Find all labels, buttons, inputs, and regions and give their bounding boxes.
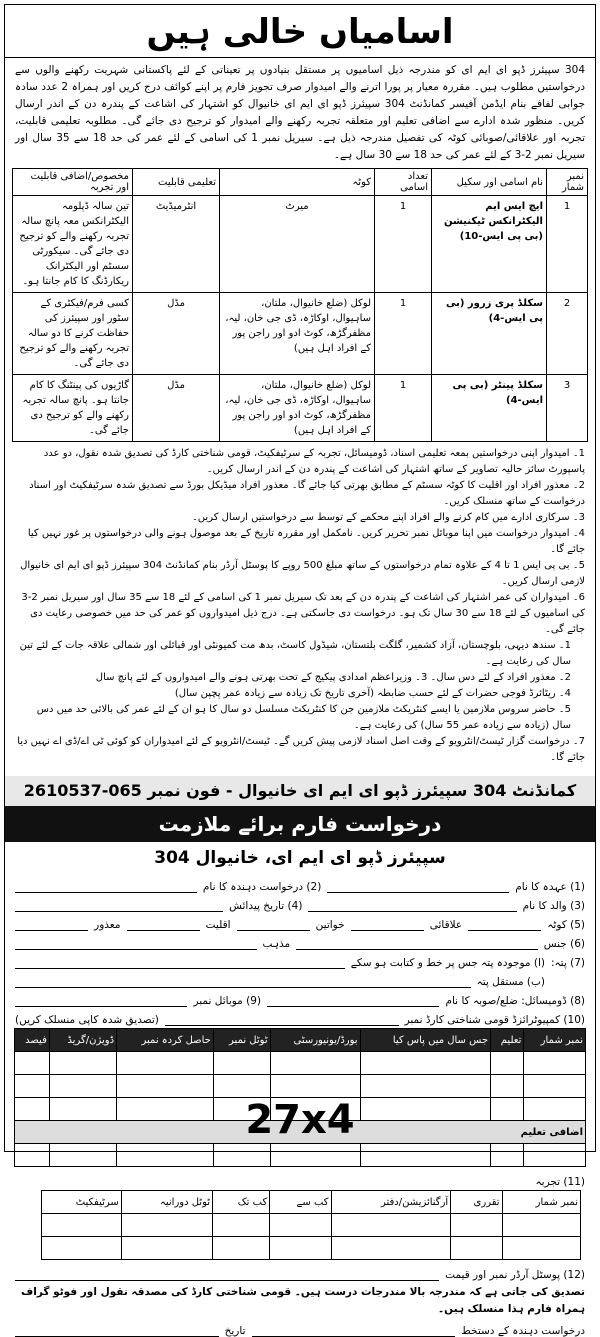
declaration-text: تصدیق کی جاتی ہے کہ مندرجہ بالا مندرجات درست ہیں۔ قومی شناختی کارڈ کی مصدقہ نقول اور فوٹو گراف ہمراہ فارم ہذا منسلک ہیں۔ bbox=[21, 1286, 585, 1315]
condition-item: 1۔ سندھ دیہی، بلوچستان، آزاد کشمیر، گلگت بلتستان، شیڈول کاسٹ، بدھ مت کمیونٹی اور قبائلی اور شمالی علاقہ جات کے لئے تین سال کی رعایت ہے۔ bbox=[19, 640, 571, 667]
condition-item: 2۔ معذور افراد اور اقلیت کا کوٹہ سسٹم کے مطابق بھرتی کیا جائے گا۔ معذور افراد میڈیکل بورڈ سے تصدیق شدہ سرٹیفکیٹ اور اسناد درخواست کے ساتھ منسلک کریں۔ bbox=[29, 480, 585, 507]
col-post: نام اسامی اور سکیل bbox=[432, 169, 547, 196]
edu-col: ڈویژن/گریڈ bbox=[49, 1029, 116, 1052]
gender-label: (6) جنس bbox=[543, 938, 585, 950]
cnic-label: (10) کمپیوٹرائزڈ قومی شناختی کارڈ نمبر bbox=[404, 1014, 585, 1026]
table-row bbox=[13, 293, 588, 375]
quota-option: خواتین bbox=[315, 919, 345, 931]
quota-field[interactable] bbox=[468, 918, 541, 931]
exp-col: نمبر شمار bbox=[502, 1191, 580, 1214]
quota-option-field[interactable] bbox=[15, 918, 88, 931]
form-row bbox=[15, 969, 585, 988]
form-row bbox=[15, 912, 585, 931]
application-form bbox=[5, 874, 595, 1026]
table-row[interactable] bbox=[15, 1052, 586, 1075]
cell-post: سکلڈ پینٹر (بی پی ایس-4) bbox=[432, 375, 547, 442]
declaration-section bbox=[5, 1262, 595, 1337]
dob-field[interactable] bbox=[15, 899, 223, 912]
mobile-field[interactable] bbox=[15, 994, 187, 1007]
edu-col: ٹوٹل نمبر bbox=[213, 1029, 270, 1052]
form-row bbox=[15, 1318, 585, 1337]
quota-label: (5) کوٹہ bbox=[547, 919, 585, 931]
form-row bbox=[15, 950, 585, 969]
condition-item: 1۔ امیدوار اپنی درخواستیں بمعہ تعلیمی اسناد، ڈومیسائل، تجربہ کے سرٹیفکیٹ، قومی شناختی کارڈ کی تصدیق شدہ نقول، دو عدد پاسپورٹ سائز حالیہ تصاویر کے ساتھ اشتہار کی اشاعت کے پندرہ دن کے اندر ارسال کریں۔ bbox=[43, 448, 585, 475]
edu-col: نمبر شمار bbox=[524, 1029, 586, 1052]
post-name-field[interactable] bbox=[327, 880, 509, 893]
form-row bbox=[15, 1262, 585, 1281]
signature-field[interactable] bbox=[252, 1324, 456, 1337]
condition-item: 2۔ معذور افراد کے لئے دس سال۔ 3۔ وزیراعظم امدادی پیکیج کے تحت بھرتی ہونے والے امیدواروں کے لئے پانچ سال bbox=[95, 672, 571, 683]
exp-col: کب تک bbox=[213, 1191, 270, 1214]
exp-col: تقرری bbox=[451, 1191, 502, 1214]
address-label: (7) پتہ: bbox=[550, 957, 585, 969]
advertisement-page bbox=[4, 4, 596, 1337]
form-row bbox=[15, 1169, 585, 1188]
vacancies-table bbox=[12, 168, 588, 442]
condition-item: 4۔ امیدوار درخواست میں اپنا موبائل نمبر تحریر کریں۔ نامکمل اور مقررہ تاریخ کے بعد موصول ہونے والی درخواستوں پر غور نہیں کیا جائے گا۔ bbox=[27, 528, 585, 555]
condition-item: 5۔ بی پی ایس 1 تا 4 کے علاوہ تمام درخواستوں کے ساتھ مبلغ 500 روپے کا پوسٹل آرڈر بنام کمانڈنٹ 304 سپیئرز ڈپو ای ایم ای خانیوال لازمی ارسال کریں۔ bbox=[20, 560, 585, 587]
condition-item: 3۔ سرکاری ادارے میں کام کرنے والے افراد اپنے محکمے کے توسط سے درخواستیں ارسال کریں۔ bbox=[191, 512, 585, 523]
exp-col: سرٹیفکیٹ bbox=[42, 1191, 122, 1214]
edu-col: بورڈ/یونیورسٹی bbox=[270, 1029, 360, 1052]
quota-option-field[interactable] bbox=[237, 918, 310, 931]
conditions-list bbox=[5, 442, 595, 770]
form-row bbox=[15, 893, 585, 912]
cell-education: مڈل bbox=[133, 293, 220, 375]
mobile-label: (9) موبائل نمبر bbox=[193, 995, 262, 1007]
applicant-name-label: (2) درخواست دہندہ کا نام bbox=[202, 881, 322, 893]
quota-option-field[interactable] bbox=[351, 918, 424, 931]
cell-post: سکلڈ پری زرور (بی پی ایس-4) bbox=[432, 293, 547, 375]
exp-col: کب سے bbox=[270, 1191, 331, 1214]
form-row bbox=[15, 1007, 585, 1026]
quota-option: اقلیت bbox=[205, 919, 231, 931]
cell-quota: میرٹ bbox=[220, 196, 375, 293]
cell-quota: لوکل (ضلع خانیوال، ملتان، ساہیوال، اوکاڑہ، ڈی جی خان، لیہ، مظفرگڑھ، کوٹ ادو اور راجن پور کے افراد اہل ہیں) bbox=[220, 293, 375, 375]
additional-education-label: اضافی تعلیم bbox=[15, 1121, 586, 1144]
cell-quota: لوکل (ضلع خانیوال، ملتان، ساہیوال، اوکاڑہ، ڈی جی خان، لیہ، مظفرگڑھ، کوٹ ادو اور راجن پور کے افراد اہل ہیں) bbox=[220, 375, 375, 442]
cell-count: 1 bbox=[375, 196, 432, 293]
page-title: اسامیاں خالی ہیں bbox=[5, 5, 595, 58]
cell-count: 1 bbox=[375, 293, 432, 375]
experience-table bbox=[41, 1190, 581, 1260]
father-name-field[interactable] bbox=[308, 899, 516, 912]
exp-col: آرگنائزیشن/دفتر bbox=[331, 1191, 451, 1214]
signature-label: درخواست دہندہ کے دستخط bbox=[461, 1325, 585, 1337]
cell-experience: کسی فرم/فیکٹری کے سٹور اور سپیئرز کی حفاظت کرنے کا دو سالہ تجربہ رکھنے والے کو ترجیح دی جائے گی۔ bbox=[13, 293, 133, 375]
postal-order-field[interactable] bbox=[15, 1268, 439, 1281]
cell-experience: گاڑیوں کی پینٹنگ کا کام جانتا ہو۔ پانچ سالہ تجربہ رکھنے والے کو ترجیح دی جائے گی۔ bbox=[13, 375, 133, 442]
application-form-subtitle: 304 سپیئرز ڈپو ای ایم ای، خانیوال bbox=[5, 842, 595, 874]
date-field[interactable] bbox=[15, 1324, 219, 1337]
gender-field[interactable] bbox=[296, 937, 538, 950]
cell-serial: 3 bbox=[547, 375, 588, 442]
col-count: تعداد اسامی bbox=[375, 169, 432, 196]
current-address-field[interactable] bbox=[15, 956, 345, 969]
applicant-name-field[interactable] bbox=[15, 880, 197, 893]
application-form-title: درخواست فارم برائے ملازمت bbox=[5, 806, 595, 842]
cell-serial: 1 bbox=[547, 196, 588, 293]
edu-col: جس سال میں پاس کیا bbox=[360, 1029, 490, 1052]
table-header-row bbox=[13, 169, 588, 196]
experience-section bbox=[5, 1169, 595, 1188]
condition-item: 6۔ امیدواران کی عمر اشتہار کی اشاعت کے پندرہ دن کے بعد تک سیریل نمبر 1 کی اسامی کے لئے 18 سے 35 سال اور سیریل نمبر 2-3 کی اسامیوں کے لئے 18 سے 30 سال تک ہو۔ درخواست دی جاسکتی ہے۔ درج ذیل امیدواروں کو عمر کی حد میں خصوصی رعایت دی جائے گی۔ bbox=[21, 592, 585, 635]
domicile-label: (8) ڈومیسائل: ضلع/صوبہ کا نام bbox=[445, 995, 585, 1007]
cell-post: ایچ ایس ایم الیکٹرانکس ٹیکنیشن (بی پی ایس-10) bbox=[432, 196, 547, 293]
table-row bbox=[13, 375, 588, 442]
quota-option: معذور bbox=[94, 919, 121, 931]
condition-item: 5۔ حاضر سروس ملازمین یا ایسے کنٹریکٹ ملازمین جن کا کنٹریکٹ مسلسل دو سال کا ہو ان کے لئے عمر کی بالائی حد میں دس سال (زیادہ سے زیادہ عمر 55 سال) کی رعایت ہے۔ bbox=[36, 704, 571, 731]
contact-bar: کمانڈنٹ 304 سپیئرز ڈپو ای ایم ای خانیوال - فون نمبر 065-2610537 bbox=[5, 776, 595, 806]
col-serial: نمبر شمار bbox=[547, 169, 588, 196]
cell-education: انٹرمیڈیٹ bbox=[133, 196, 220, 293]
condition-item: 7۔ درخواست گزار ٹیسٹ/انٹرویو کے وقت اصل اسناد لازمی پیش کریں گے۔ ٹیسٹ/انٹرویو کے لئے امیدواران کو کوئی ٹی اے/ڈی اے نہیں دیا جائے گا۔ bbox=[17, 736, 585, 763]
exp-col: ٹوٹل دورانیہ bbox=[121, 1191, 212, 1214]
table-row[interactable] bbox=[42, 1237, 581, 1260]
current-address-label: (ا) موجودہ پتہ جس پر خط و کتابت ہو سکے bbox=[350, 957, 545, 969]
col-quota: کوٹہ bbox=[220, 169, 375, 196]
cnic-note: (تصدیق شدہ کاپی منسلک کریں) bbox=[15, 1014, 159, 1026]
quota-option: علاقائی bbox=[429, 919, 463, 931]
domicile-field[interactable] bbox=[267, 994, 439, 1007]
condition-item: 4۔ ریٹائرڈ فوجی حضرات کے لئے حسب ضابطہ (آخری تاریخ تک زیادہ سے زیادہ عمر پچپن سال) bbox=[174, 688, 571, 699]
form-row bbox=[15, 988, 585, 1007]
religion-field[interactable] bbox=[15, 937, 257, 950]
table-header-row bbox=[15, 1029, 586, 1052]
col-education: تعلیمی قابلیت bbox=[133, 169, 220, 196]
table-row bbox=[13, 196, 588, 293]
cnic-field[interactable] bbox=[165, 1013, 399, 1026]
dob-label: (4) تاریخ پیدائش bbox=[229, 900, 303, 912]
ad-size-code: 27x4 bbox=[245, 1097, 355, 1143]
permanent-address-field[interactable] bbox=[15, 975, 471, 988]
form-row bbox=[15, 931, 585, 950]
col-experience: مخصوص/اضافی قابلیت اور تجربہ bbox=[13, 169, 133, 196]
form-row bbox=[15, 874, 585, 893]
date-label: تاریخ bbox=[224, 1325, 246, 1337]
post-name-label: (1) عہدہ کا نام bbox=[515, 881, 585, 893]
edu-col: حاصل کردہ نمبر bbox=[117, 1029, 214, 1052]
edu-col: فیصد bbox=[15, 1029, 50, 1052]
religion-label: مذہب bbox=[262, 938, 291, 950]
table-header-row bbox=[42, 1191, 581, 1214]
table-row[interactable] bbox=[42, 1214, 581, 1237]
table-row[interactable] bbox=[15, 1075, 586, 1098]
permanent-address-label: (ب) مستقل پتہ bbox=[476, 976, 545, 988]
cell-experience: تین سالہ ڈپلومہ الیکٹرانکس معہ پانچ سالہ تجربہ رکھنے والے کو ترجیح دی جائے گی۔ سیکورٹی سسٹم اور الیکٹرانک ریکارڈنگ کا کام جانتا ہو۔ bbox=[13, 196, 133, 293]
father-name-label: (3) والد کا نام bbox=[522, 900, 585, 912]
cell-serial: 2 bbox=[547, 293, 588, 375]
edu-col: تعلیم bbox=[491, 1029, 524, 1052]
intro-paragraph: 304 سپیئرز ڈپو ای ایم ای کو مندرجہ ذیل اسامیوں پر مستقل بنیادوں پر تعیناتی کے لئے پاکستانی شہریت رکھنے والوں سے درخواستیں مطلوب ہیں۔ مقررہ معیار پر پورا اترنے والے امیدوار صرف تجویز فارم پر اپنے کوائف درج کریں اور ہمراہ 2 عدد سادہ جوابی لفافے بنام ایڈمن آفیسر کمانڈنٹ 304 سپیئرز ڈپو ای ایم ای خانیوال کو اشتہار کی اشاعت کے پندرہ دن کے اندر ارسال کریں۔ منظور شدہ ادارے سے اضافی تعلیم اور متعلقہ تجربہ رکھنے والے امیدوار کو ترجیح دی جائے گی۔ مطلوبہ تعلیمی قابلیت، تجربہ اور علاقائی/صوبائی کوٹہ کی تفصیل مندرجہ ذیل ہے۔ سیریل نمبر 1 کی اسامی کے لئے عمر کی حد 18 سے 35 سال اور سیریل نمبر 2-3 کے لئے عمر کی حد 18 سے 30 سال ہے۔ bbox=[15, 64, 586, 161]
quota-option-field[interactable] bbox=[127, 918, 200, 931]
postal-order-label: (12) پوسٹل آرڈر نمبر اور قیمت bbox=[445, 1269, 585, 1281]
cell-count: 1 bbox=[375, 375, 432, 442]
experience-label: (11) تجربہ bbox=[535, 1176, 585, 1188]
cell-education: مڈل bbox=[133, 375, 220, 442]
